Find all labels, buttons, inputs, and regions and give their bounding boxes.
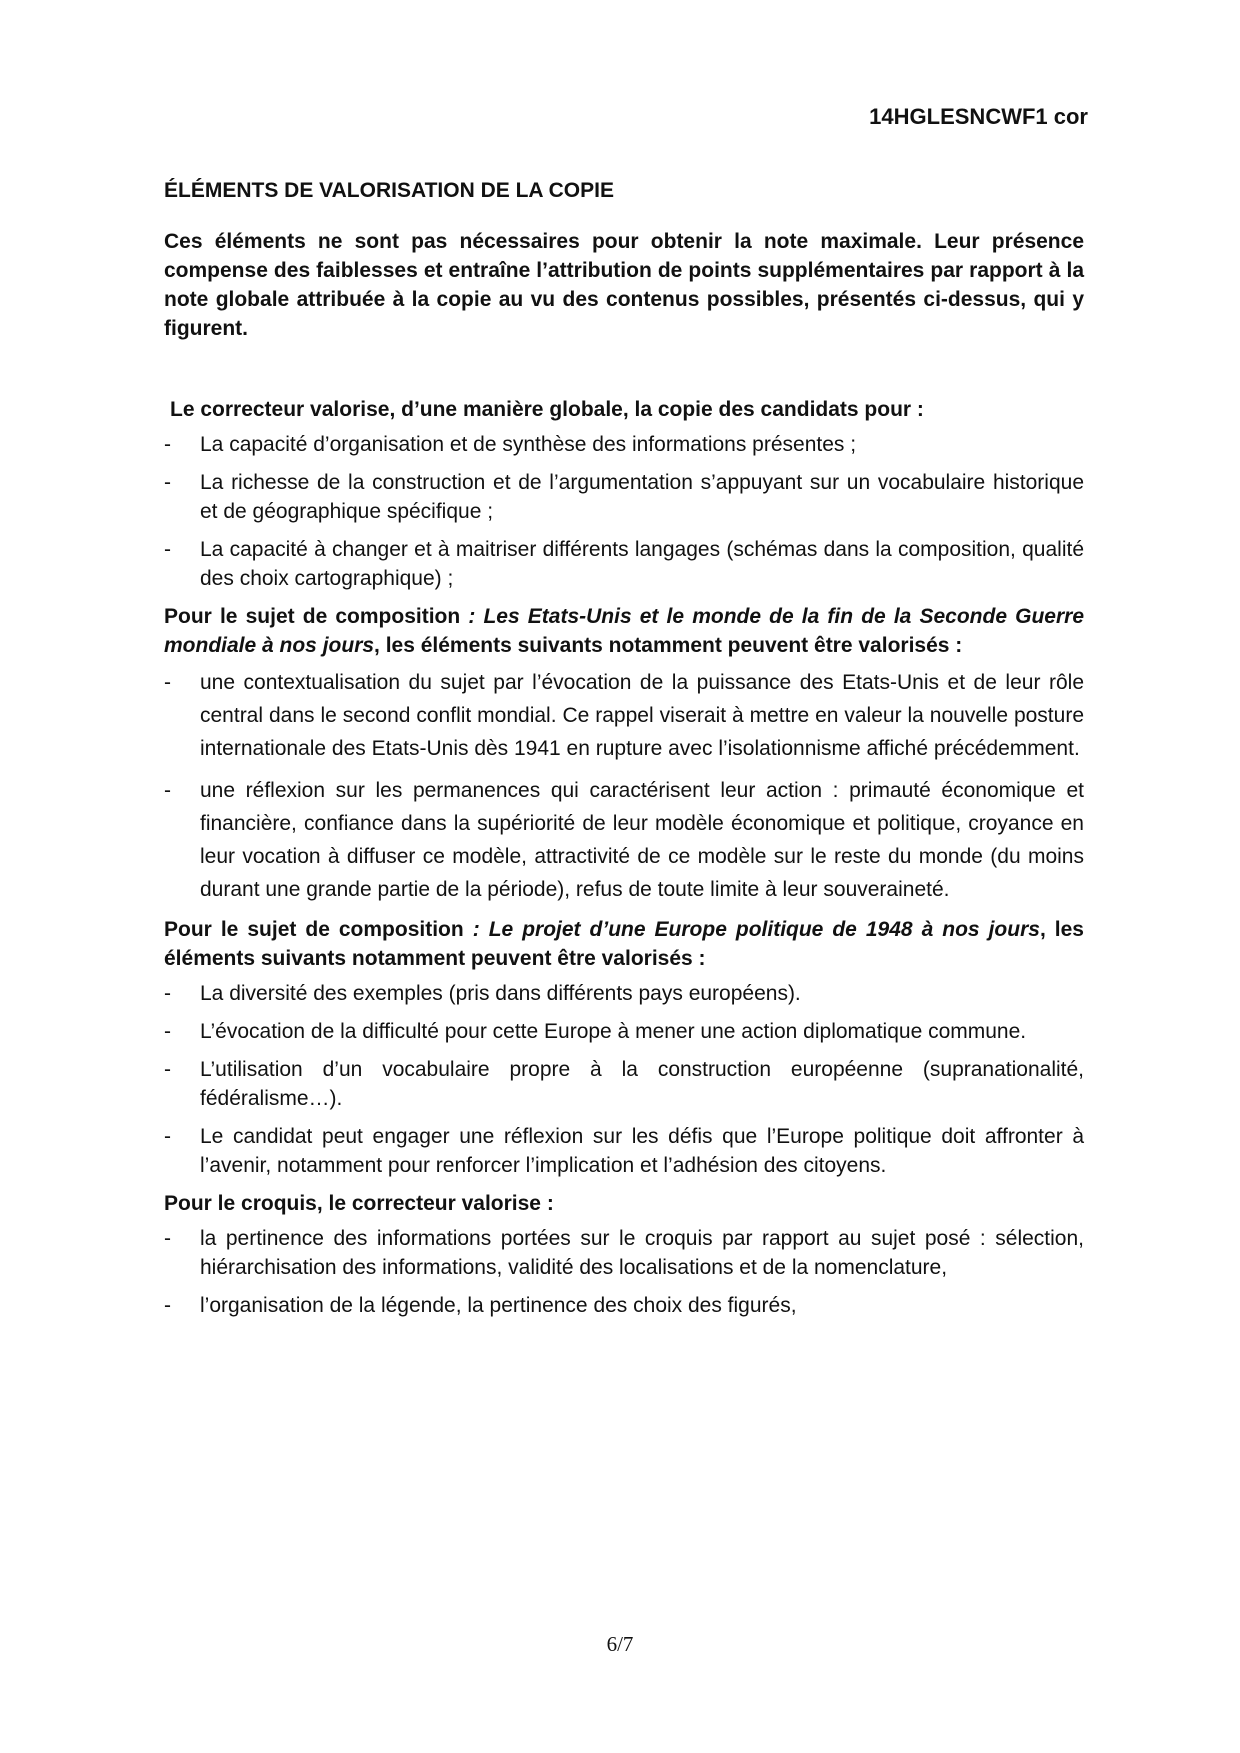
subject2-title: : Le projet d’une Europe politique de 1948 à nos jours: [472, 918, 1040, 941]
list-item-text: une contextualisation du sujet par l’évocation de la puissance des Etats-Unis et de leur rôle central dans le second conflit mondial. Ce rappel viserait à mettre en valeur la nouvelle posture internationale des Etats-Unis dès 1941 en rupture avec l’isolationnisme affiché précédemment.: [200, 671, 1084, 760]
list-item: [164, 1291, 1084, 1320]
subject1-prefix: Pour le sujet de composition: [164, 605, 461, 628]
dash-bullet: -: [164, 1058, 171, 1081]
subject2-criteria-list: [164, 979, 1084, 1180]
list-item-text: la pertinence des informations portées sur le croquis par rapport au sujet posé : sélection, hiérarchisation des informations, validité des localisations et de la nomenclature,: [200, 1227, 1084, 1279]
dash-bullet: -: [164, 982, 171, 1005]
list-item-text: L’utilisation d’un vocabulaire propre à la construction européenne (supranationalité, fédéralisme…).: [200, 1058, 1084, 1110]
list-item-text: La diversité des exemples (pris dans différents pays européens).: [200, 982, 801, 1005]
list-item: [164, 666, 1084, 765]
list-item: [164, 1224, 1084, 1282]
dash-bullet: -: [164, 538, 171, 561]
list-item-text: La capacité d’organisation et de synthèse des informations présentes ;: [200, 433, 857, 456]
list-item: [164, 1122, 1084, 1180]
subject1-title: : Les Etats-Unis et le monde de la fin de la Seconde Guerre mondiale à nos jours: [164, 605, 1084, 657]
dash-bullet: -: [164, 1227, 171, 1250]
list-item-text: L’évocation de la difficulté pour cette Europe à mener une action diplomatique commune.: [200, 1020, 1027, 1043]
dash-bullet: -: [164, 779, 171, 802]
section-title: ÉLÉMENTS DE VALORISATION DE LA COPIE: [164, 179, 614, 202]
subject1-heading: [164, 602, 1084, 660]
list-item: [164, 1017, 1084, 1046]
subject2-suffix: , les éléments suivants notamment peuvent être valorisés :: [164, 918, 1084, 970]
list-item: [164, 774, 1084, 906]
list-item-text: une réflexion sur les permanences qui caractérisent leur action : primauté économique et financière, confiance dans la supériorité de leur modèle économique et politique, croyance en leur vocation à diffuser ce modèle, attractivité de ce modèle sur le reste du monde (du moins durant une grande partie de la période), refus de toute limite à leur souveraineté.: [200, 779, 1084, 901]
subject1-suffix: , les éléments suivants notamment peuvent être valorisés :: [374, 634, 963, 657]
list-item-text: l’organisation de la légende, la pertinence des choix des figurés,: [200, 1294, 797, 1317]
list-item: [164, 1055, 1084, 1113]
croquis-criteria-list: [164, 1224, 1084, 1320]
list-item: [164, 468, 1084, 526]
document-body: [164, 176, 1084, 1329]
list-item: [164, 430, 1084, 459]
dash-bullet: -: [164, 471, 171, 494]
general-lead: Le correcteur valorise, d’une manière globale, la copie des candidats pour :: [170, 398, 924, 421]
croquis-lead: Pour le croquis, le correcteur valorise :: [164, 1192, 554, 1215]
subject2-heading: [164, 915, 1084, 973]
list-item-text: Le candidat peut engager une réflexion sur les défis que l’Europe politique doit affronter à l’avenir, notamment pour renforcer l’implication et l’adhésion des citoyens.: [200, 1125, 1084, 1177]
intro-paragraph: Ces éléments ne sont pas nécessaires pour obtenir la note maximale. Leur présence compense des faiblesses et entraîne l’attribution de points supplémentaires par rapport à la note globale attribuée à la copie au vu des contenus possibles, présentés ci-dessus, qui y figurent.: [164, 230, 1084, 340]
dash-bullet: -: [164, 1294, 171, 1317]
list-item: [164, 535, 1084, 593]
list-item-text: La richesse de la construction et de l’argumentation s’appuyant sur un vocabulaire historique et de géographique spécifique ;: [200, 471, 1084, 523]
dash-bullet: -: [164, 433, 171, 456]
document-code: 14HGLESNCWF1 cor: [869, 104, 1088, 129]
dash-bullet: -: [164, 671, 171, 694]
list-item: [164, 979, 1084, 1008]
list-item-text: La capacité à changer et à maitriser différents langages (schémas dans la composition, qualité des choix cartographique) ;: [200, 538, 1084, 590]
dash-bullet: -: [164, 1020, 171, 1043]
page-number: 6/7: [606, 1632, 634, 1656]
general-criteria-list: [164, 430, 1084, 593]
subject2-prefix: Pour le sujet de composition: [164, 918, 464, 941]
subject1-criteria-list: [164, 666, 1084, 906]
dash-bullet: -: [164, 1125, 171, 1148]
